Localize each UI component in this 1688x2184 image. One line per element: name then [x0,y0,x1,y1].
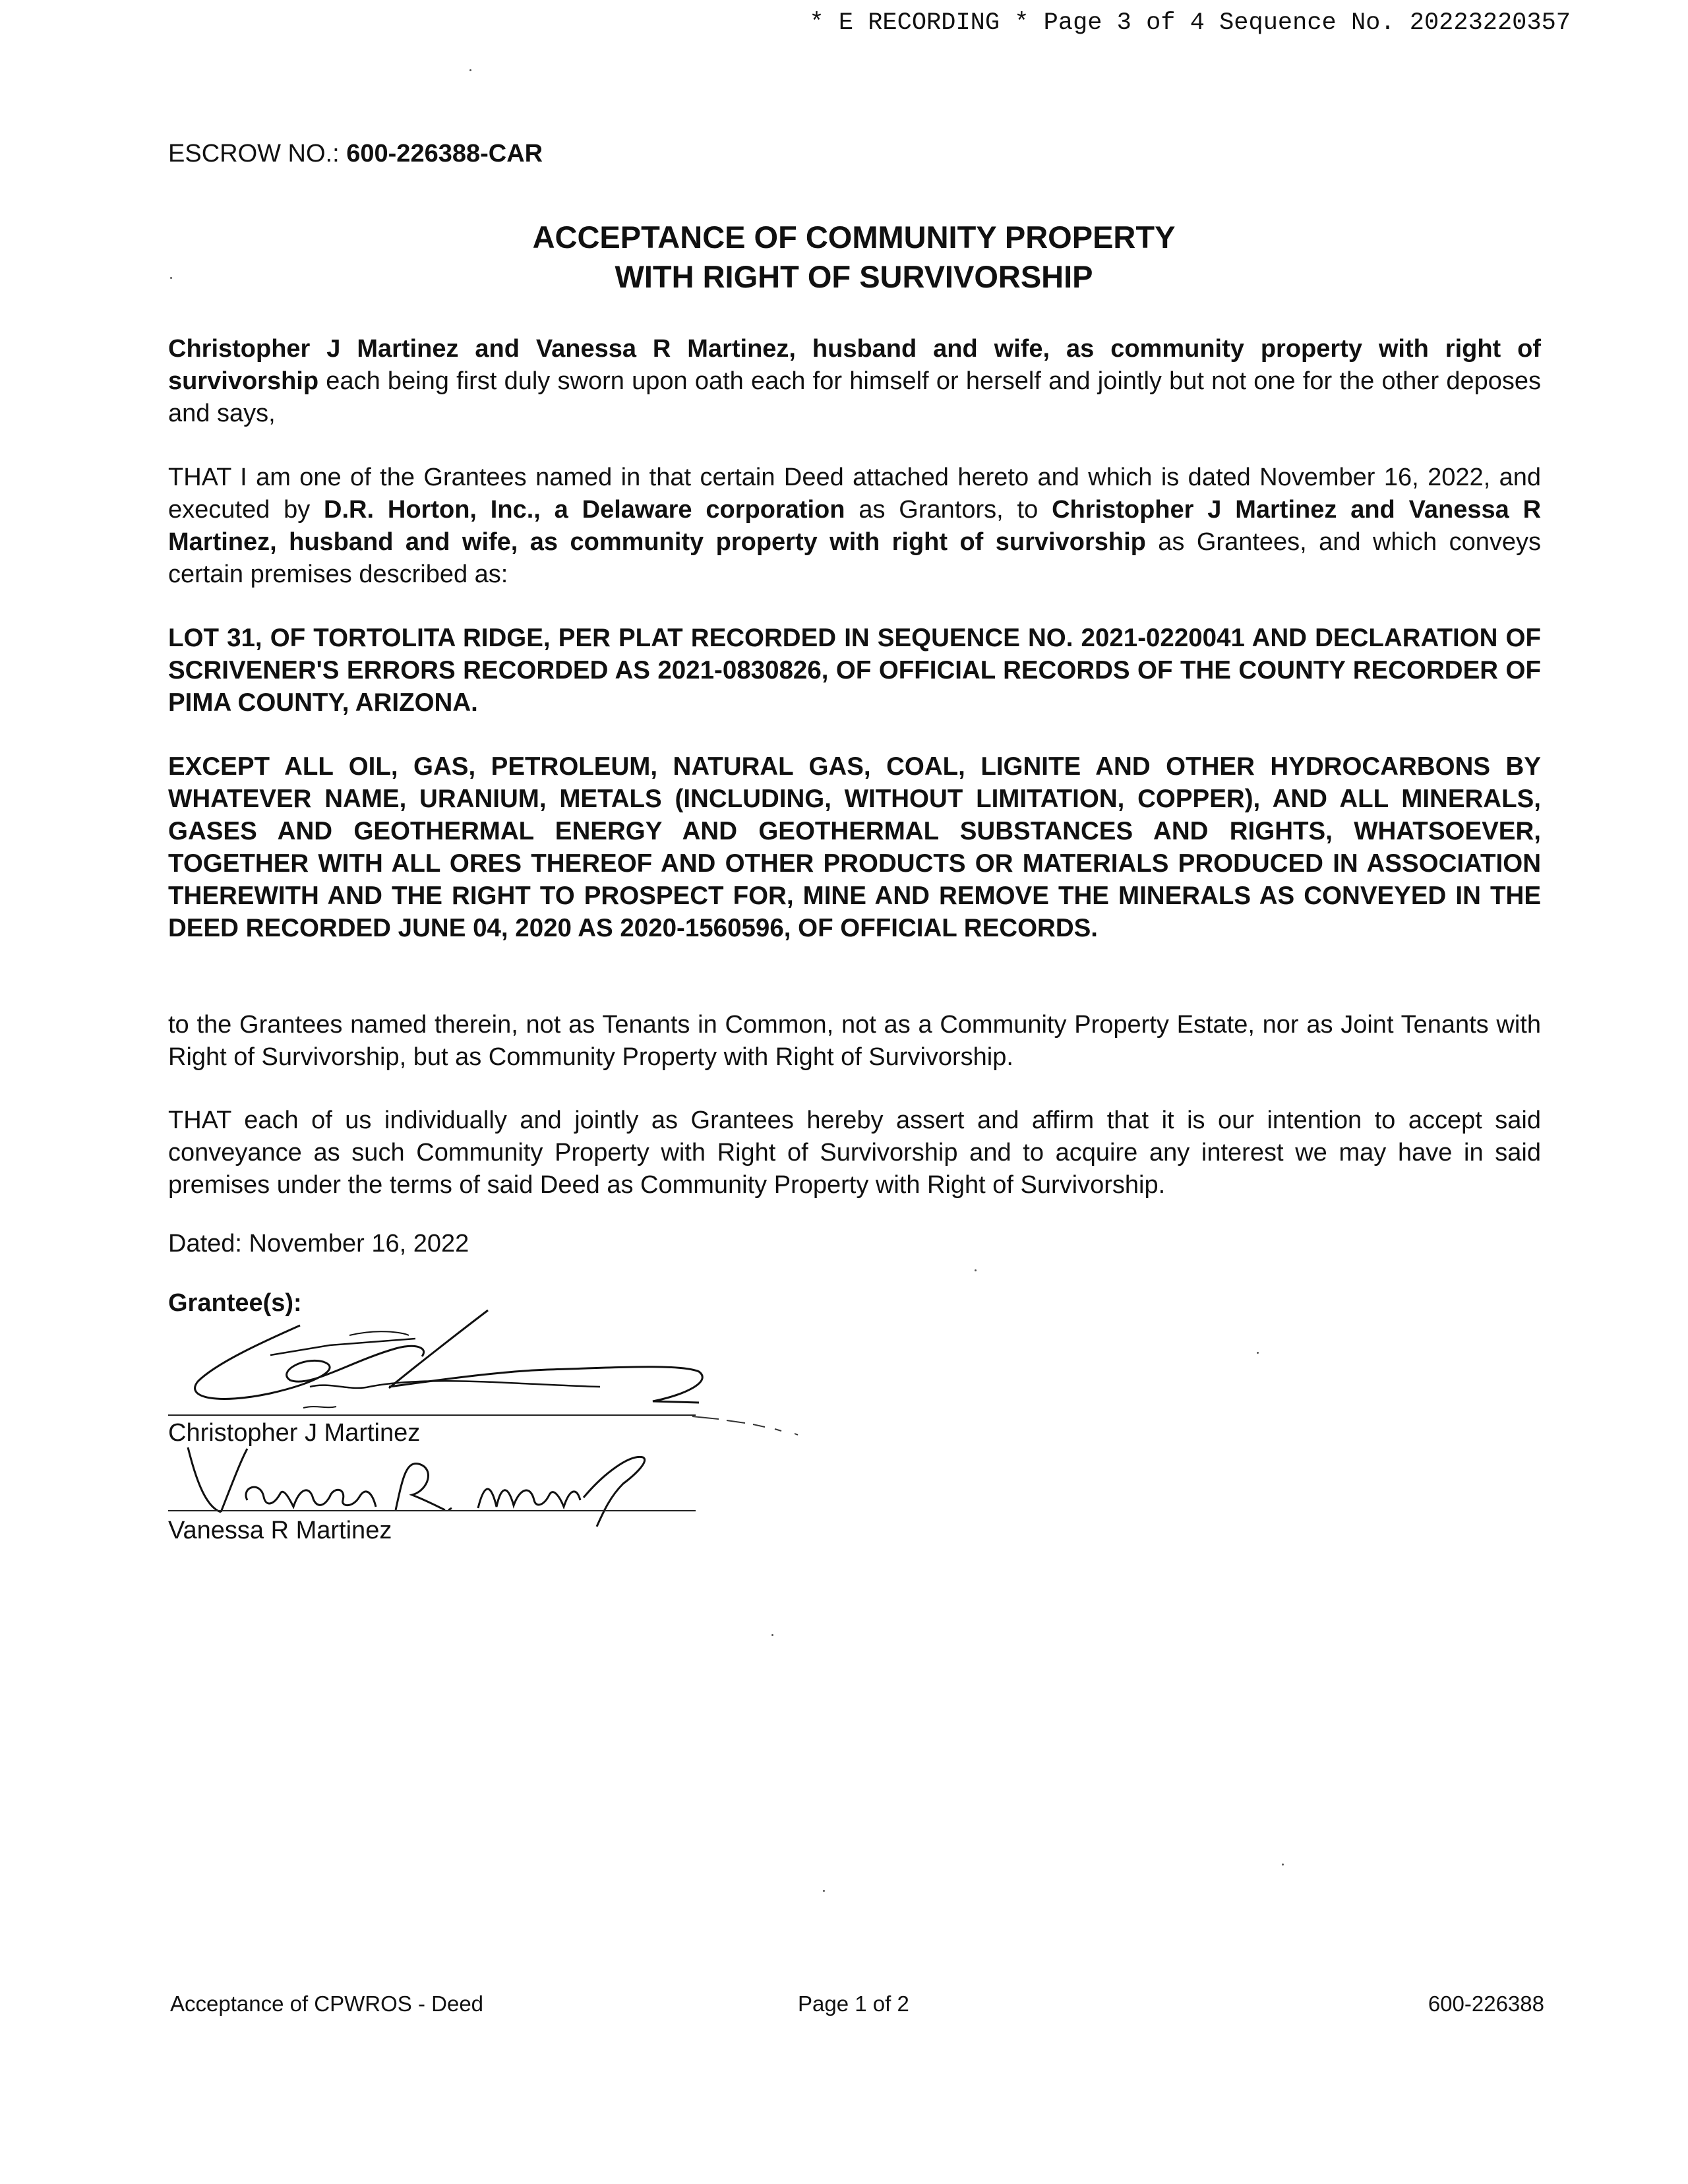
signature-line-1 [168,1414,696,1416]
intro-paragraph [168,333,1541,430]
mineral-exception: EXCEPT ALL OIL, GAS, PETROLEUM, NATURAL GAS, COAL, LIGNITE AND OTHER HYDROCARBONS BY WHATEVER NAME, URANIUM, METALS (INCLUDING, WITHOUT LIMITATION, COPPER), AND ALL MINERALS, GASES AND GEOTHERMAL ENERGY AND GEOTHERMAL SUBSTANCES AND RIGHTS, WHATSOEVER, TOGETHER WITH ALL ORES THEREOF AND OTHER PRODUCTS OR MATERIALS PRODUCED IN ASSOCIATION THEREWITH AND THE RIGHT TO PROSPECT FOR, MINE AND REMOVE THE MINERALS AS CONVEYED IN THE DEED RECORDED JUNE 04, 2020 AS 2020-1560596, OF OFFICIAL RECORDS. [168,752,1541,942]
scan-speck [469,69,471,71]
that-text-1: THAT I am one of the Grantees named in that certain Deed attached hereto and which is dated November 16, 2022, and executed by [168,464,1541,524]
legal-description: LOT 31, OF TORTOLITA RIDGE, PER PLAT RECORDED IN SEQUENCE NO. 2021-0220041 AND DECLARATION OF SCRIVENER'S ERRORS RECORDED AS 2021-0830826, OF OFFICIAL RECORDS OF THE COUNTY RECORDER OF PIMA COUNTY, ARIZONA. [168,624,1541,717]
signer-name-2: Vanessa R Martinez [168,1517,392,1544]
document-title [168,218,1540,297]
intro-oath: each being first duly sworn upon oath each for himself or herself and jointly but not one for the other deposes and says, [168,367,1541,427]
escrow-value: 600-226388-CAR [346,140,543,167]
footer-right: 600-226388 [1428,1991,1544,2016]
recording-header: * E RECORDING * Page 3 of 4 Sequence No. 20223220357 [809,9,1571,37]
affirm-paragraph: THAT each of us individually and jointly as Grantees hereby assert and affirm that it is our intention to accept said conveyance as such Community Property with Right of Survivorship and to acquire any interest we may have in said premises under the terms of said Deed as Community Property with Right of Survivorship. [168,1107,1541,1199]
scan-speck [1282,1864,1284,1866]
dated-line: Dated: November 16, 2022 [168,1230,469,1258]
scan-speck [1257,1352,1259,1354]
footer-left: Acceptance of CPWROS - Deed [170,1991,484,2016]
grantor-name: D.R. Horton, Inc., a Delaware corporation [324,496,845,524]
that-text-2: as Grantors, to [845,496,1052,524]
that-text-3: as Grantees, and which conveys certain premises described as: [168,528,1541,588]
intro-parties: Christopher J Martinez and Vanessa R Martinez, husband and wife, as community property with right of survivorship [168,335,1541,395]
scan-speck [170,277,172,279]
grantee-names: Christopher J Martinez and Vanessa R Martinez, husband and wife, as community property with right of survivorship [168,496,1542,556]
signer-name-1: Christopher J Martinez [168,1419,421,1447]
signature-line-2 [168,1510,696,1511]
escrow-number [168,140,543,168]
title-line-2: WITH RIGHT OF SURVIVORSHIP [615,259,1093,294]
footer-page-number: Page 1 of 2 [798,1991,909,2016]
title-line-1: ACCEPTANCE OF COMMUNITY PROPERTY [532,220,1176,255]
grantees-paragraph: to the Grantees named therein, not as Tenants in Common, not as a Community Property Estate, nor as Joint Tenants with Right of Survivorship, but as Community Property with Right of Survivorship. [168,1011,1541,1071]
grantee-label: Grantee(s): [168,1289,302,1317]
escrow-label: ESCROW NO.: [168,140,340,167]
scan-speck [771,1634,773,1636]
signature-christopher-martinez [178,1309,732,1421]
that-paragraph [168,462,1541,591]
scan-speck [975,1269,977,1271]
scan-speck [823,1890,825,1892]
signature-tail-dashes [692,1411,804,1438]
